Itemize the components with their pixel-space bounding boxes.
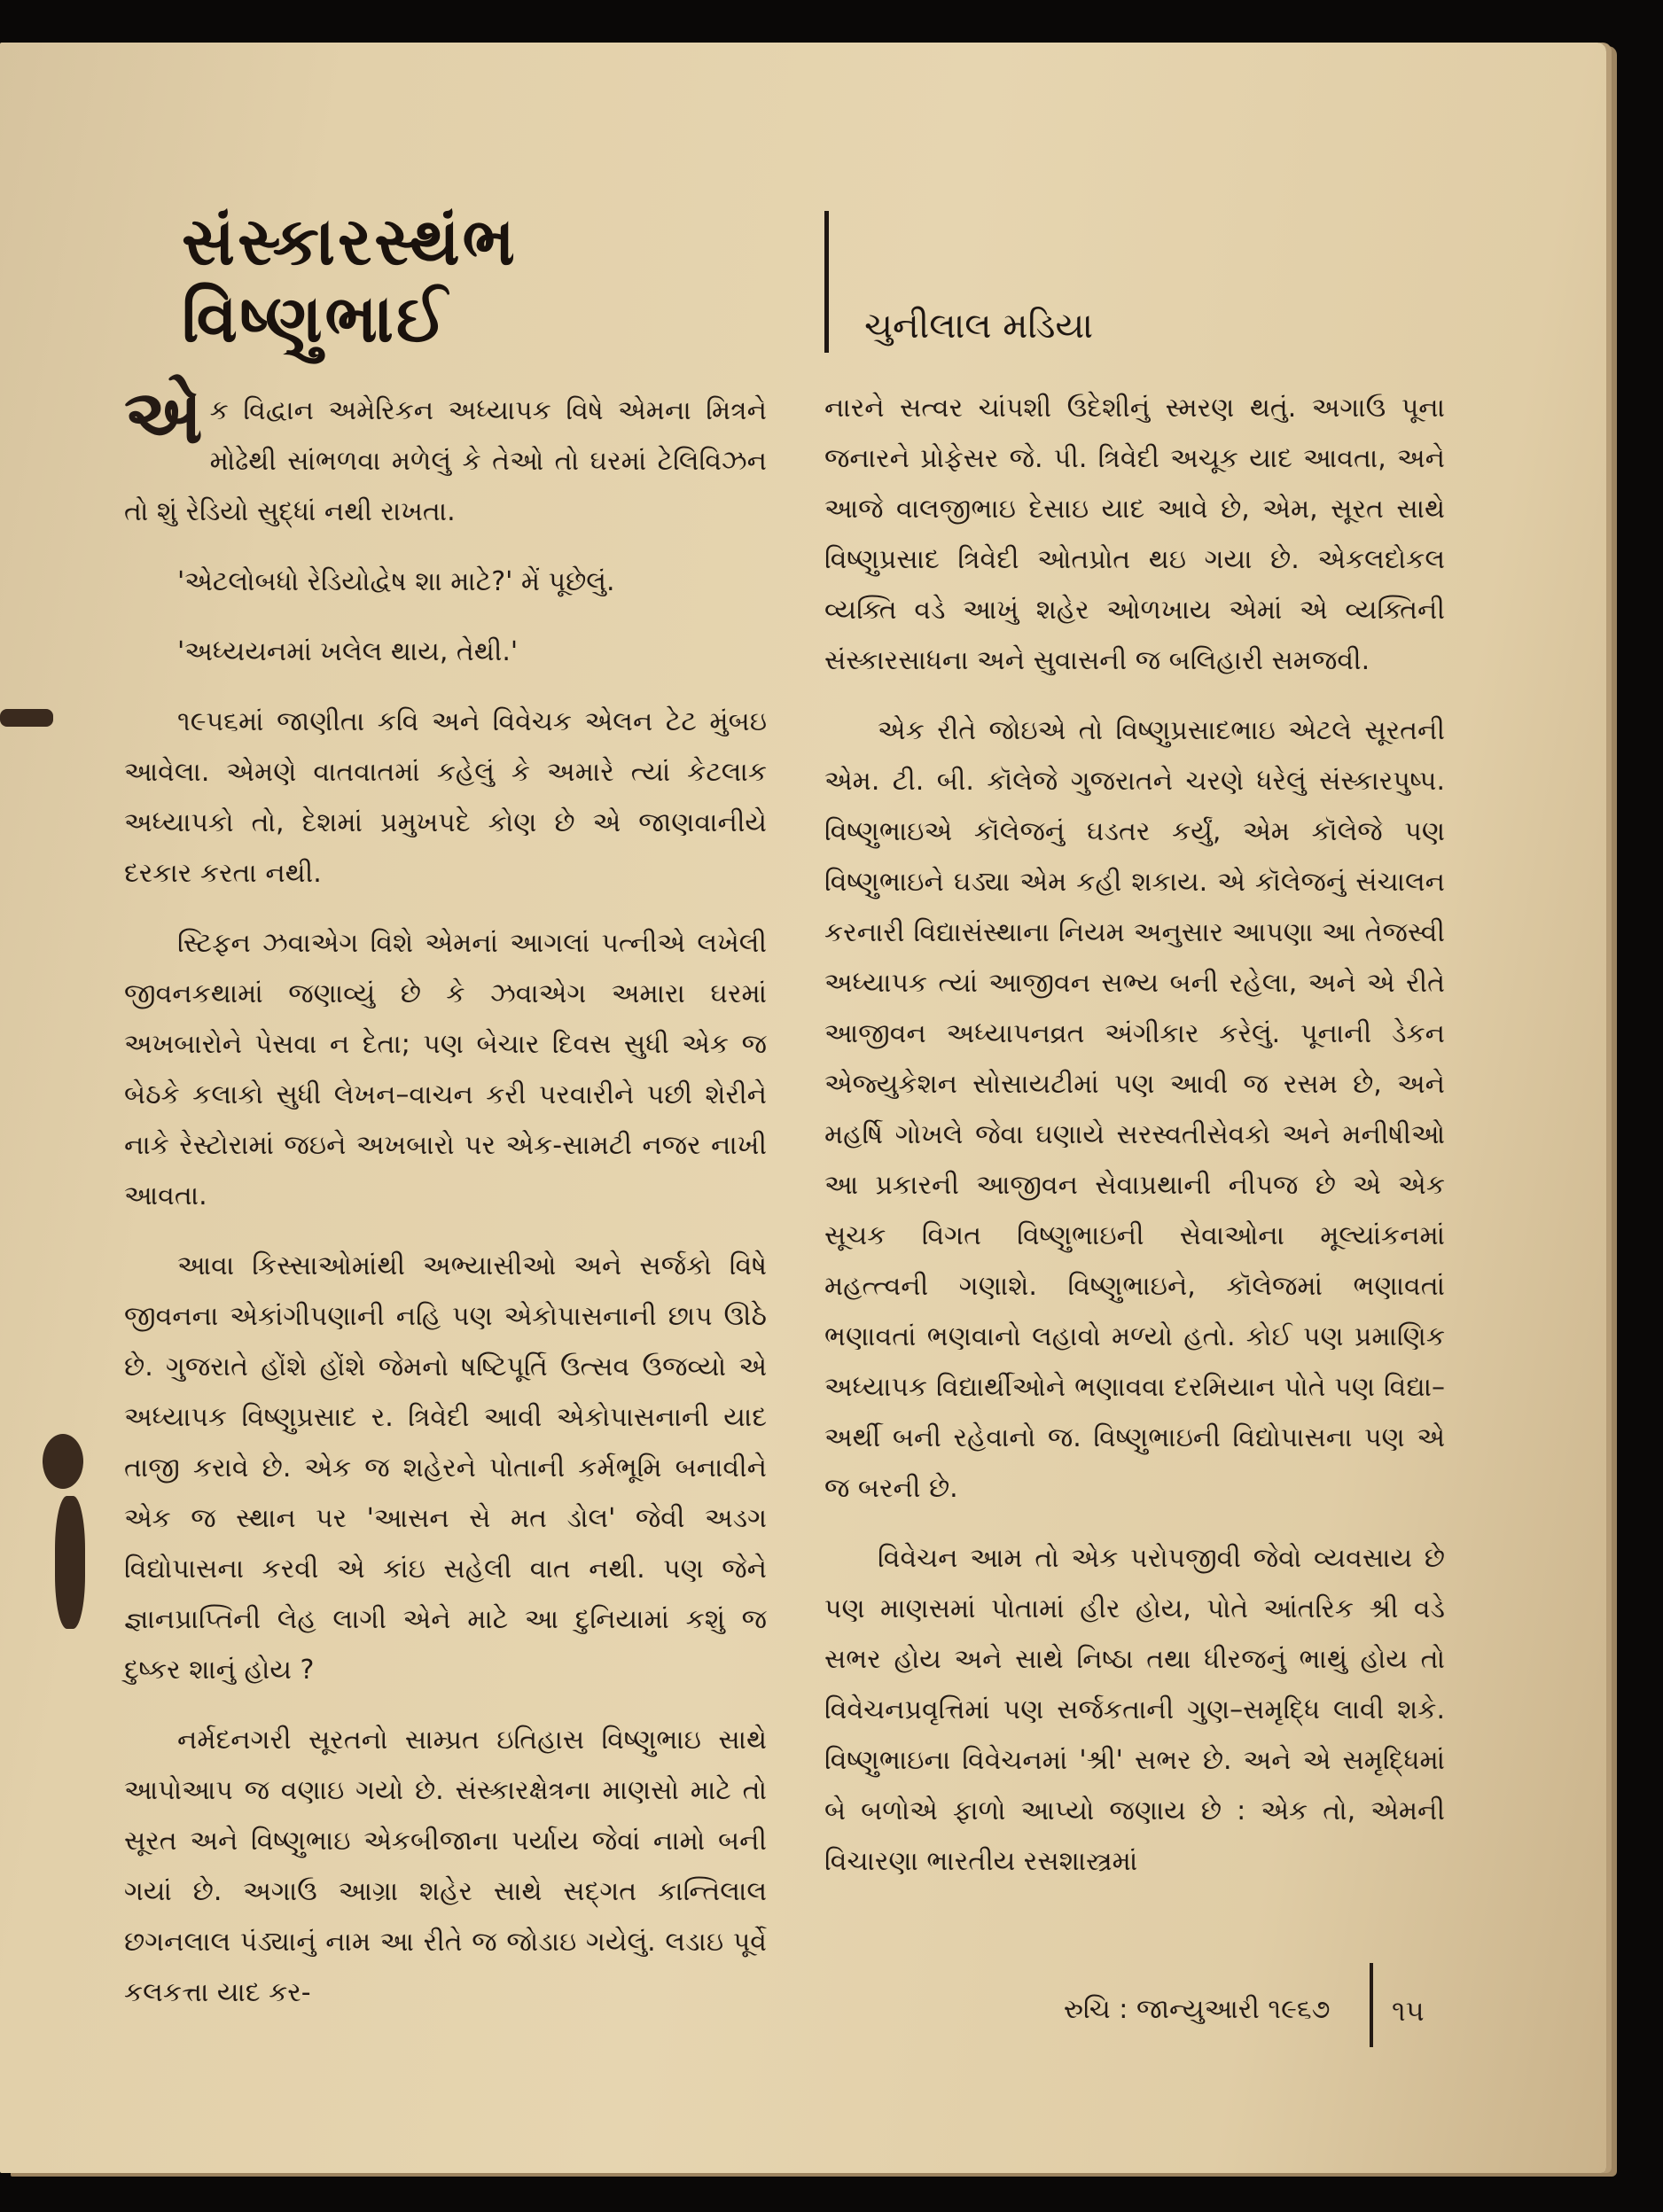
right-column: [824, 383, 1445, 1906]
paragraph: સ્ટિફન ઝવાએગ વિશે એમનાં આગલાં પત્નીએ લખેલી જીવનકથામાં જણાવ્યું છે કે ઝવાએગ અમારા ઘરમાં અખબારોને પેસવા ન દેતા; પણ બેચાર દિવસ સુધી એક જ બેઠકે કલાકો સુધી લેખન–વાચન કરી પરવારીને પછી શેરીને નાકે રેસ્ટોરામાં જઇને અખબારો પર એક-સામટી નજર નાખી આવતા.: [124, 928, 767, 1211]
footer-divider: [1370, 1963, 1373, 2047]
page-number: ૧૫: [1392, 1994, 1425, 2028]
paragraph-text: ક વિદ્વાન અમેરિકન અધ્યાપક વિષે એમના મિત્રને મોઢેથી સાંભળવા મળેલું કે તેઓ તો ઘરમાં ટેલિવિઝન તો શું રેડિયો સુદ્ધાં નથી રાખતા.: [124, 395, 767, 527]
paragraph: 'એટલોબધો રેડિયોદ્વેષ શા માટે?' મેં પૂછેલું.: [177, 566, 615, 597]
author-name: ચુનીલાલ મડિયા: [864, 306, 1094, 347]
left-column: [124, 373, 767, 2037]
title-divider: [824, 211, 829, 353]
paragraph: 'અધ્યયનમાં ખલેલ થાય, તેથી.': [177, 636, 519, 667]
paragraph: [124, 373, 767, 537]
ink-mark: [0, 709, 53, 727]
drop-cap: એ: [124, 373, 203, 460]
paragraph: એક રીતે જોઇએ તો વિષ્ણુપ્રસાદભાઇ એટલે સૂરતની એમ. ટી. બી. કૉલેજે ગુજરાતને ચરણે ધરેલું સંસ્કારપુષ્પ. વિષ્ણુભાઇએ કૉલેજનું ઘડતર કર્યું, એમ કૉલેજે પણ વિષ્ણુભાઇને ઘડ્યા એમ કહી શકાય. એ કૉલેજનું સંચાલન કરનારી વિદ્યાસંસ્થાના નિયમ અનુસાર આપણા આ તેજસ્વી અધ્યાપક ત્યાં આજીવન સભ્ય બની રહેલા, અને એ રીતે આજીવન અધ્યાપનવ્રત અંગીકાર કરેલું. પૂનાની ડેકન એજ્યુકેશન સોસાયટીમાં પણ આવી જ રસમ છે, અને મહર્ષિ ગોખલે જેવા ઘણાયે સરસ્વતીસેવકો અને મનીષીઓ આ પ્રકારની આજીવન સેવાપ્રથાની નીપજ છે એ એક સૂચક વિગત વિષ્ણુભાઇની સેવાઓના મૂલ્યાંકનમાં મહત્ત્વની ગણાશે. વિષ્ણુભાઇને, કૉલેજમાં ભણાવતાં ભણાવતાં ભણવાનો લહાવો મળ્યો હતો. કોઈ પણ પ્રમાણિક અધ્યાપક વિદ્યાર્થીઓને ભણાવવા દરમિયાન પોતે પણ વિદ્યા–અર્થી બની રહેવાનો જ. વિષ્ણુભાઇની વિદ્યોપાસના પણ એ જ બરની છે.: [824, 715, 1445, 1504]
article-title: સંસ્કારસ્થંભ વિષ્ણુભાઈ: [182, 204, 518, 357]
paragraph: નારને સત્વર ચાંપશી ઉદેશીનું સ્મરણ થતું. અગાઉ પૂના જનારને પ્રોફેસર જે. પી. ત્રિવેદી અચૂક યાદ આવતા, અને આજે વાલજીભાઇ દેસાઇ યાદ આવે છે, એમ, સૂરત સાથે વિષ્ણુપ્રસાદ ત્રિવેદી ઓતપ્રોત થઇ ગયા છે. એકલદોકલ વ્યક્તિ વડે આખું શહેર ઓળખાય એમાં એ વ્યક્તિની સંસ્કારસાધના અને સુવાસની જ બલિહારી સમજવી.: [824, 393, 1445, 676]
paragraph: આવા કિસ્સાઓમાંથી અભ્યાસીઓ અને સર્જકો વિષે જીવનના એકાંગીપણાની નહિ પણ એકોપાસનાની છાપ ઊઠે છે. ગુજરાતે હોંશે હોંશે જેમનો ષષ્ટિપૂર્તિ ઉત્સવ ઉજવ્યો એ અધ્યાપક વિષ્ણુપ્રસાદ ર. ત્રિવેદી આવી એકોપાસનાની યાદ તાજી કરાવે છે. એક જ શહેરને પોતાની કર્મભૂમિ બનાવીને એક જ સ્થાન પર 'આસન સે મત ડોલ' જેવી અડગ વિદ્યોપાસના કરવી એ કાંઇ સહેલી વાત નથી. પણ જેને જ્ઞાનપ્રાપ્તિની લેહ લાગી એને માટે આ દુનિયામાં કશું જ દુષ્કર શાનું હોય ?: [124, 1250, 767, 1686]
footer-issue: રુચિ : જાન્યુઆરી ૧૯૬૭: [1064, 1994, 1331, 2025]
ink-stain: [55, 1496, 85, 1629]
paragraph: નર્મદનગરી સૂરતનો સામ્પ્રત ઇતિહાસ વિષ્ણુભાઇ સાથે આપોઆપ જ વણાઇ ગયો છે. સંસ્કારક્ષેત્રના માણસો માટે તો સૂરત અને વિષ્ણુભાઇ એકબીજાના પર્યાય જેવાં નામો બની ગયાં છે. અગાઉ આગ્રા શહેર સાથે સદ્ગત કાન્તિલાલ છગનલાલ પંડ્યાનું નામ આ રીતે જ જોડાઇ ગયેલું. લડાઇ પૂર્વે કલકત્તા યાદ કર-: [124, 1725, 767, 2008]
ink-stain: [43, 1434, 83, 1489]
paragraph: વિવેચન આમ તો એક પરોપજીવી જેવો વ્યવસાય છે પણ માણસમાં પોતામાં હીર હોય, પોતે આંતરિક શ્રી વડે સભર હોય અને સાથે નિષ્ઠા તથા ધીરજનું ભાથું હોય તો વિવેચનપ્રવૃત્તિમાં પણ સર્જકતાની ગુણ–સમૃદ્ધિ લાવી શકે. વિષ્ણુભાઇના વિવેચનમાં 'શ્રી' સભર છે. અને એ સમૃદ્ધિમાં બે બળોએ ફાળો આપ્યો જણાય છે : એક તો, એમની વિચારણા ભારતીય રસશાસ્ત્રમાં: [824, 1543, 1445, 1877]
paragraph: ૧૯૫૬માં જાણીતા કવિ અને વિવેચક એલન ટેટ મુંબઇ આવેલા. એમણે વાતવાતમાં કહેલું કે અમારે ત્યાં કેટલાક અધ્યાપકો તો, દેશમાં પ્રમુખપદે કોણ છે એ જાણવાનીયે દરકાર કરતા નથી.: [124, 706, 767, 889]
